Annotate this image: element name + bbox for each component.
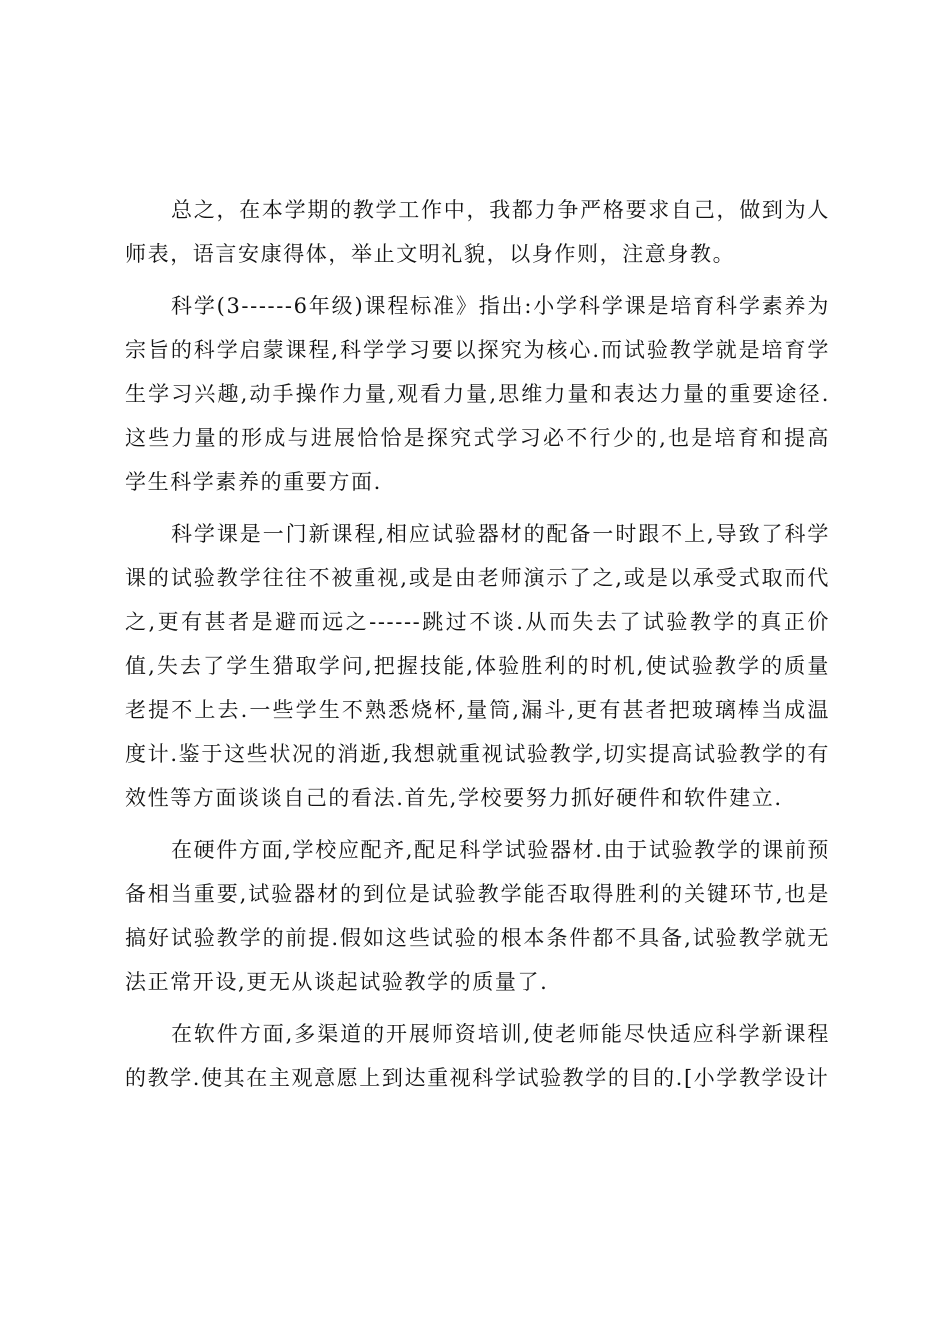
paragraph-hardware: 在硬件方面,学校应配齐,配足科学试验器材.由于试验教学的课前预备相当重要,试验器材的到位是试验教学能否取得胜利的关键环节,也是搞好试验教学的前提.假如这些试验的根本条件都不具备,试验教学就无法正常开设,更无从谈起试验教学的质量了. bbox=[125, 838, 830, 994]
paragraph-software: 在软件方面,多渠道的开展师资培训,使老师能尽快适应科学新课程的教学.使其在主观意愿上到达重视科学试验教学的目的.[小学教学设计 bbox=[125, 1022, 830, 1090]
paragraph-experiment-teaching: 科学课是一门新课程,相应试验器材的配备一时跟不上,导致了科学课的试验教学往往不被重视,或是由老师演示了之,或是以承受式取而代之,更有甚者是避而远之------跳过不谈.从而失去了试验教学的真正价值,失去了学生猎取学问,把握技能,体验胜利的时机,使试验教学的质量老提不上去.一些学生不熟悉烧杯,量筒,漏斗,更有甚者把玻璃棒当成温度计.鉴于这些状况的消逝,我想就重视试验教学,切实提高试验教学的有效性等方面谈谈自己的看法.首先,学校要努力抓好硬件和软件建立. bbox=[125, 522, 830, 810]
document-body bbox=[125, 188, 830, 1108]
paragraph-curriculum-standard: 科学(3------6年级)课程标准》指出:小学科学课是培育科学素养为宗旨的科学启蒙课程,科学学习要以探究为核心.而试验教学就是培育学生学习兴趣,动手操作力量,观看力量,思维力量和表达力量的重要途径.这些力量的形成与进展恰恰是探究式学习必不行少的,也是培育和提高学生科学素养的重要方面. bbox=[125, 294, 830, 494]
paragraph-summary: 总之，在本学期的教学工作中，我都力争严格要求自己，做到为人师表，语言安康得体，举止文明礼貌，以身作则，注意身教。 bbox=[125, 198, 830, 266]
